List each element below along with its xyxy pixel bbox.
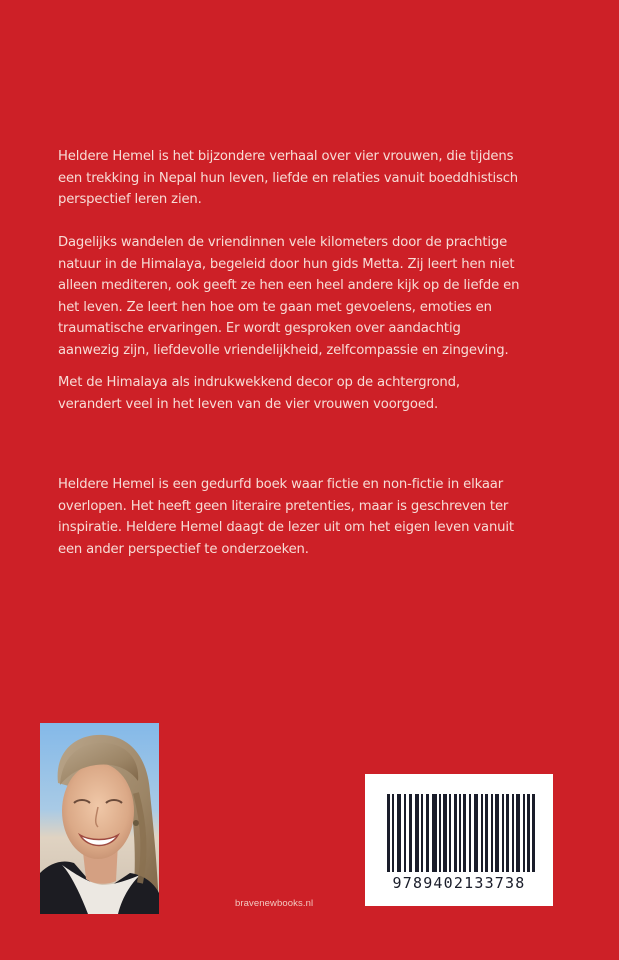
blurb-line: Dagelijks wandelen de vriendinnen vele kilometers door de prachtige [58, 235, 508, 250]
blurb-line: traumatische ervaringen. Er wordt gesproken over aandachtig [58, 321, 461, 337]
blurb-line: een ander perspectief te onderzoeken. [58, 541, 309, 557]
blurb-line: Heldere Hemel is een gedurfd boek waar fictie en non-fictie in elkaar [58, 477, 503, 492]
isbn-number: 9789402133738 [392, 874, 526, 892]
blurb-line: natuur in de Himalaya, begeleid door hun gids Metta. Zij leert hen niet [58, 256, 515, 272]
isbn-barcode [365, 774, 553, 906]
blurb-line: aanwezig zijn, liefdevolle vriendelijkheid, zelfcompassie en zingeving. [58, 342, 509, 358]
blurb-line: alleen mediteren, ook geeft ze hen een heel andere kijk op de liefde en [58, 278, 520, 294]
blurb-paragraph-intro [58, 146, 538, 211]
blurb-paragraph-journey [58, 232, 538, 362]
portrait-icon [40, 723, 159, 914]
barcode-icon [387, 794, 535, 872]
blurb-line: perspectief leren zien. [58, 192, 202, 208]
blurb-paragraph-himalaya [58, 372, 538, 415]
publisher-url: bravenewbooks.nl [235, 898, 314, 909]
blurb-line: het leven. Ze leert hen hoe om te gaan met gevoelens, emoties en [58, 299, 492, 315]
blurb-line: een trekking in Nepal hun leven, liefde en relaties vanuit boeddhistisch [58, 170, 519, 186]
blurb-line: verandert veel in het leven van de vier vrouwen voorgoed. [58, 396, 439, 412]
blurb-line: inspiratie. Heldere Hemel daagt de lezer uit om het eigen leven vanuit [58, 520, 514, 536]
blurb-line: overlopen. Het heeft geen literaire pretenties, maar is geschreven ter [58, 498, 509, 514]
author-photo [40, 723, 159, 914]
blurb-paragraph-genre [58, 474, 538, 560]
blurb-line: Met de Himalaya als indrukwekkend decor op de achtergrond, [58, 375, 460, 390]
blurb-line: Heldere Hemel is het bijzondere verhaal over vier vrouwen, die tijdens [58, 149, 514, 164]
